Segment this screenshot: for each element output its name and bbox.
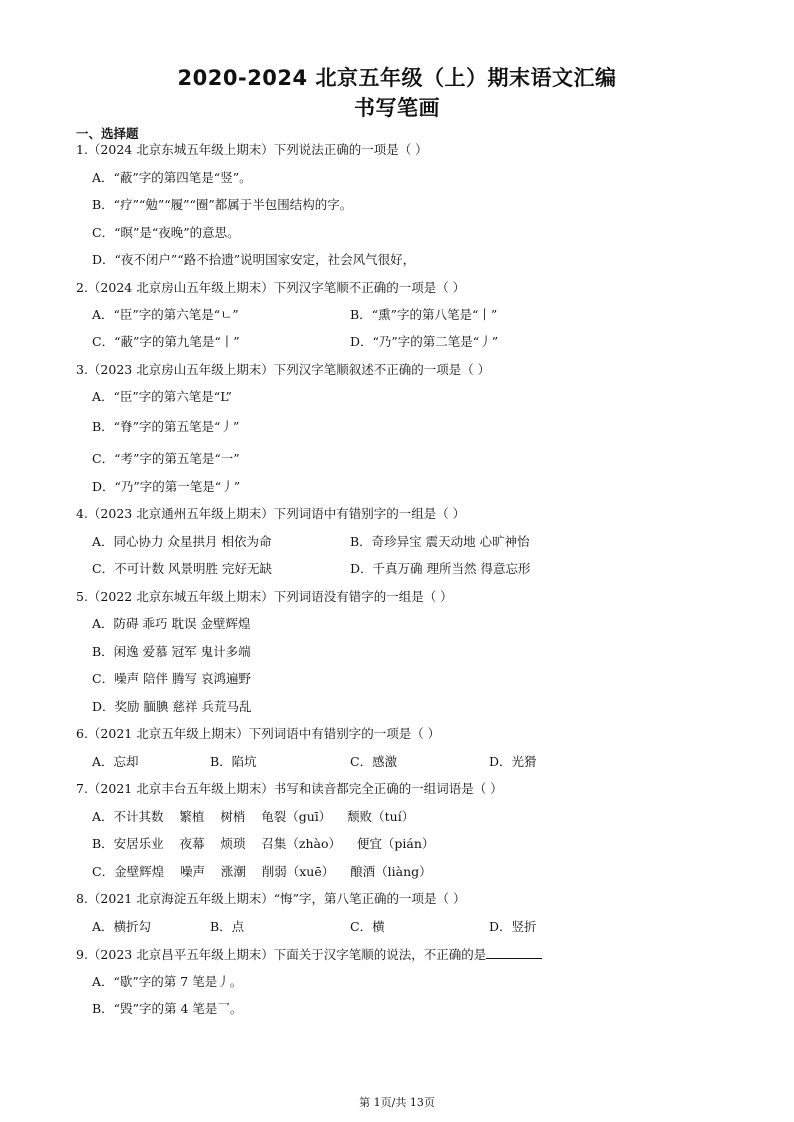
option-a: A．“蔽”字的第四笔是“竖”。 — [92, 170, 252, 185]
option-b: B．“熏”字的第八笔是“丨” — [350, 307, 498, 322]
option-a: A．“歇”字的第 7 笔是丿。 — [92, 974, 243, 989]
option-d: D．“乃”字的第二笔是“丿” — [350, 334, 499, 349]
document-title: 2020-2024 北京五年级（上）期末语文汇编 — [177, 66, 617, 90]
question-stem: 2.（2024 北京房山五年级上期末）下列汉字笔顺不正确的一项是（ ） — [76, 280, 466, 295]
question-stem: 3.（2023 北京房山五年级上期末）下列汉字笔顺叙述不正确的一项是（ ） — [76, 362, 491, 377]
section-heading: 一、选择题 — [76, 126, 139, 141]
option-b: B．“脊”字的第五笔是“丿” — [92, 419, 240, 434]
question-stem-row — [76, 946, 542, 963]
answer-blank — [486, 946, 542, 959]
option-c: C．噪声 陪伴 腾写 哀鸿遍野 — [92, 671, 251, 686]
question-stem: 5.（2022 北京东城五年级上期末）下列词语没有错字的一组是（ ） — [76, 589, 453, 604]
page-footer: 第 1页/共 13页 — [359, 1096, 435, 1109]
option-c: C．不可计数 风景明胜 完好无缺 — [92, 561, 273, 576]
option-c: C．“考”字的第五笔是“一” — [92, 451, 240, 466]
document-subtitle: 书写笔画 — [354, 96, 440, 120]
question-stem: 8.（2021 北京海淀五年级上期末）“悔”字，第八笔正确的一项是（ ） — [76, 891, 466, 906]
option-b: B．“疗”“勉”“履”“圈”都属于半包围结构的字。 — [92, 197, 353, 212]
question-stem: 9.（2023 北京昌平五年级上期末）下面关于汉字笔顺的说法，不正确的是 — [76, 947, 487, 962]
option-d: D．“夜不闭户”“路不拾遗”说明国家安定，社会风气很好， — [92, 252, 416, 267]
option-a: A．横折勾 — [92, 919, 152, 934]
option-b: B．点 — [210, 919, 245, 934]
option-a: A．“臣”字的第六笔是“L” — [92, 389, 232, 404]
option-c: C．横 — [350, 919, 385, 934]
option-c: C．感激 — [350, 754, 398, 769]
option-c: C．“蔽”字的第九笔是“丨” — [92, 334, 240, 349]
option-d: D．“乃”字的第一笔是“丿” — [92, 479, 241, 494]
option-d: D．千真万确 理所当然 得意忘形 — [350, 561, 531, 576]
option-b: B．闲逸 爱慕 冠军 鬼计多端 — [92, 644, 251, 659]
option-a: A．“臣”字的第六笔是“ㄴ” — [92, 307, 239, 322]
question-stem: 7.（2021 北京丰台五年级上期末）书写和读音都完全正确的一组词语是（ ） — [76, 781, 503, 796]
option-c: C．金壁辉煌 噪声 涨潮 削弱（xuē） 酿酒（liàng） — [92, 864, 432, 879]
question-stem: 1.（2024 北京东城五年级上期末）下列说法正确的一项是（ ） — [76, 142, 428, 157]
option-b: B．安居乐业 夜幕 烦琐 召集（zhào） 便宜（pián） — [92, 836, 435, 851]
option-a: A．不计其数 繁植 树梢 龟裂（guī） 颓败（tuí） — [92, 809, 415, 824]
option-a: A．同心协力 众星拱月 相依为命 — [92, 534, 272, 549]
option-d: D．奖励 腼腆 慈祥 兵荒马乱 — [92, 699, 252, 714]
option-b: B．“毁”字的第 4 笔是乛。 — [92, 1001, 243, 1016]
question-stem: 4.（2023 北京通州五年级上期末）下列词语中有错别字的一组是（ ） — [76, 506, 466, 521]
option-a: A．忘却 — [92, 754, 139, 769]
option-b: B．奇珍异宝 震天动地 心旷神怡 — [350, 534, 530, 549]
option-d: D．光猾 — [489, 754, 537, 769]
option-c: C．“暝”是“夜晚”的意思。 — [92, 225, 240, 240]
question-stem: 6.（2021 北京五年级上期末）下列词语中有错别字的一项是（ ） — [76, 726, 441, 741]
option-a: A．防碍 乖巧 耽误 金壁辉煌 — [92, 616, 251, 631]
option-d: D．竖折 — [489, 919, 537, 934]
option-b: B．陷坑 — [210, 754, 257, 769]
